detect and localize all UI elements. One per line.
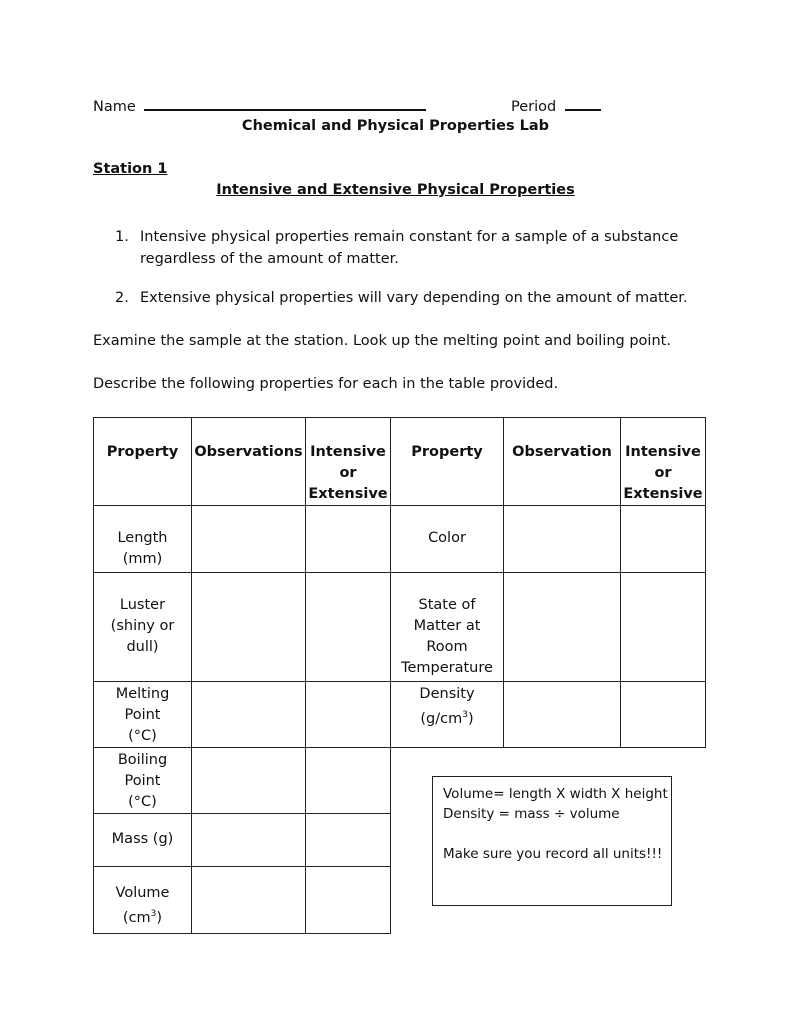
melting-ie-cell[interactable] [306,682,391,748]
period-line [511,95,601,115]
boiling-ie-cell[interactable] [306,748,391,814]
melting-observation-cell[interactable] [192,682,306,748]
table-header-row [94,418,706,506]
state-ie-cell[interactable] [621,573,706,682]
name-blank[interactable] [144,95,426,111]
name-line [93,95,426,115]
property-luster: Luster (shiny or dull) [110,597,175,655]
density-ie-cell[interactable] [621,682,706,748]
property-volume: Volume $(cm^3)$ [115,885,170,926]
mass-observation-cell[interactable] [192,814,306,867]
luster-ie-cell[interactable] [306,573,391,682]
name-label: Name [93,99,136,115]
property-density: Density $(g/cm^3)$ [419,686,475,727]
mass-ie-cell[interactable] [306,814,391,867]
header-observations: Observations [194,444,303,460]
instruction-examine: Examine the sample at the station. Look up the melting point and boiling point. [93,333,671,349]
header-observation-2: Observation [512,444,612,460]
list-number: 1. [115,229,129,245]
volume-ie-cell[interactable] [306,867,391,934]
period-blank[interactable] [565,95,601,111]
instruction-describe: Describe the following properties for each in the table provided. [93,376,559,392]
header-property: Property [106,444,179,460]
boiling-observation-cell[interactable] [192,748,306,814]
list-item [115,290,129,306]
table-row [94,573,706,682]
property-state-of-matter: State of Matter at Room Temperature [401,597,493,676]
density-formula: Density = mass ÷ volume [443,806,620,822]
table-row [94,682,706,748]
property-mass: Mass (g) [111,831,174,847]
station-heading: Intensive and Extensive Physical Properties [216,182,575,198]
volume-formula: Volume= length X width X height [443,786,668,802]
state-observation-cell[interactable] [504,573,621,682]
volume-observation-cell[interactable] [192,867,306,934]
color-observation-cell[interactable] [504,506,621,573]
header-intensive-extensive: Intensive or Extensive [308,444,388,502]
color-ie-cell[interactable] [621,506,706,573]
list-text: Intensive physical properties remain constant for a sample of a substance regardless of the amount of matter. [140,229,679,267]
list-text: Extensive physical properties will vary depending on the amount of matter. [140,290,688,306]
header-intensive-extensive-2: Intensive or Extensive [623,444,703,502]
page-title: Chemical and Physical Properties Lab [241,118,550,134]
property-length: Length (mm) [117,530,168,567]
header-property-2: Property [411,444,483,460]
station-label: Station 1 [93,161,168,177]
table-row [94,506,706,573]
list-number: 2. [115,290,129,306]
luster-observation-cell[interactable] [192,573,306,682]
property-color: Color [428,530,466,546]
length-ie-cell[interactable] [306,506,391,573]
property-boiling-point: Boiling Point (°C) [117,752,168,810]
units-reminder: Make sure you record all units!!! [443,846,663,862]
period-label: Period [511,99,557,115]
formula-note-box [432,776,672,906]
property-melting-point: Melting Point (°C) [115,686,170,744]
length-observation-cell[interactable] [192,506,306,573]
list-item [115,226,129,248]
density-observation-cell[interactable] [504,682,621,748]
